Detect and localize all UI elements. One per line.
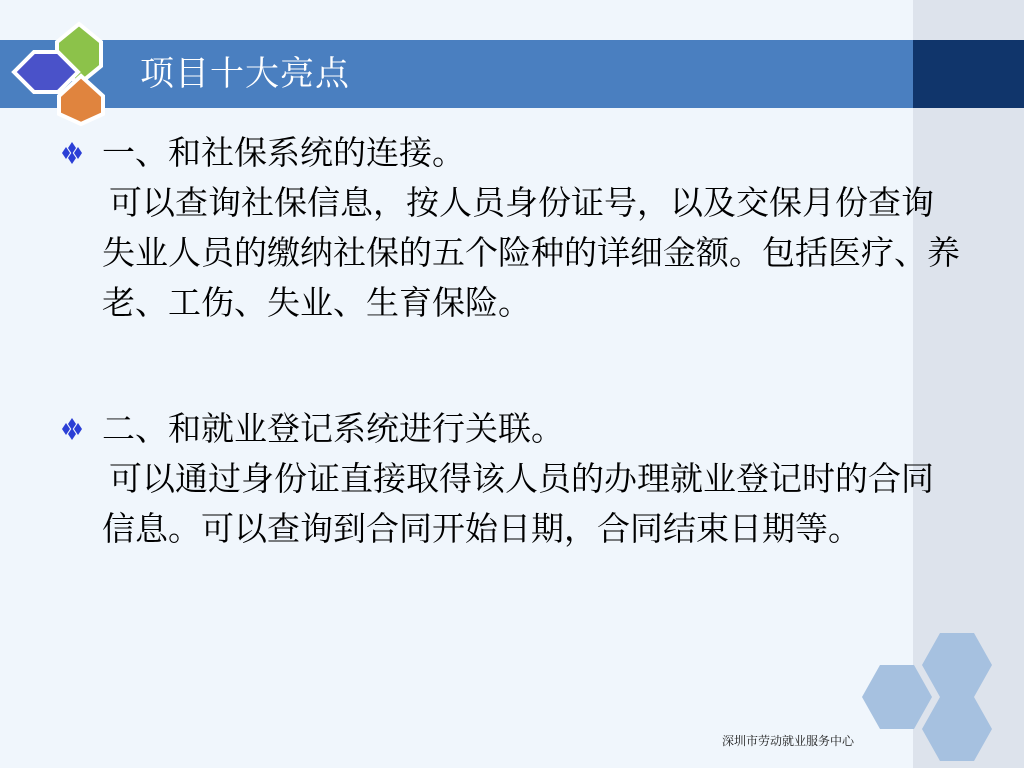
diamond-bullet-icon [62, 140, 96, 166]
slide-title: 项目十大亮点 [140, 54, 350, 94]
point-2 [62, 404, 962, 554]
point-body: 可以通过身份证直接取得该人员的办理就业登记时的合同信息。可以查询到合同开始日期，合同结束日期等。 [102, 459, 934, 548]
point-body: 可以查询社保信息，按人员身份证号，以及交保月份查询失业人员的缴纳社保的五个险种的详细金额。包括医疗、养老、工伤、失业、生育保险。 [102, 183, 960, 322]
light-hexagon-bottom-icon [922, 697, 992, 761]
diamond-bullet-icon [62, 416, 96, 442]
light-hexagon-left-icon [862, 665, 932, 729]
footer-organization: 深圳市劳动就业服务中心 [722, 734, 855, 748]
hexagon-cluster-logo [14, 24, 103, 124]
spacer [62, 328, 962, 404]
point-heading: 二、和就业登记系统进行关联。 [102, 409, 564, 448]
slide-content [62, 128, 962, 554]
point-1 [62, 128, 962, 328]
hexagon-cluster-decoration [862, 633, 992, 761]
point-heading: 一、和社保系统的连接。 [102, 133, 465, 172]
light-hexagon-top-icon [922, 633, 992, 697]
